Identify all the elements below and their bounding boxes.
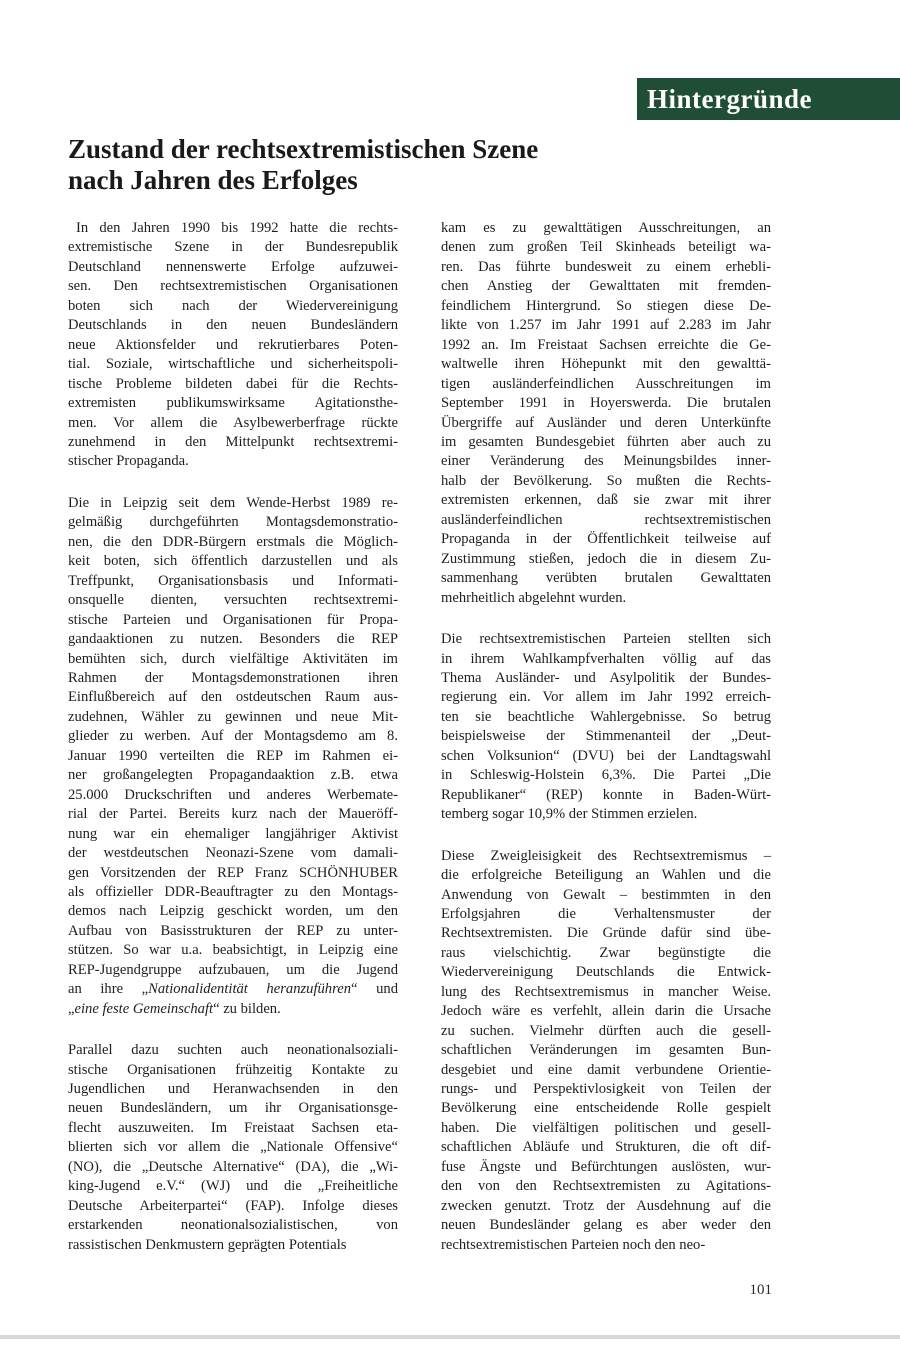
emphasized-quote: Nationalidentität heranzuführen [148,981,352,998]
text-line: glieder zu werben. Auf der Montagsdemo am 8. [68,728,398,745]
text-line: 1992 an. Im Freistaat Sachsen erreichte die Ge- [441,336,771,353]
text-line: zu suchen. Vielmehr dürften auch die gesell- [441,1022,771,1039]
text-line: fuse Ängste und Befürchtungen auslösten, wur- [441,1158,771,1175]
text-line: Deutsche Arbeiterpartei“ (FAP). Infolge dieses [68,1197,398,1214]
text-line: der westdeutschen Neonazi-Szene vom damali- [68,845,398,862]
text-line: tial. Soziale, wirtschaftliche und sicherheitspoli- [68,356,398,373]
paragraph [68,1041,398,1255]
text-line: zudehnen, Wähler zu gewinnen und neue Mit- [68,708,398,725]
text-line: tische Probleme bildeten dabei für die Rechts- [68,375,398,392]
text-line: waltwelle ihren Höhepunkt mit den gewalttä- [441,356,771,373]
text-line: September 1991 in Hoyerswerda. Die brutalen [441,395,771,412]
text-line: Thema Ausländer- und Asylpolitik der Bundes- [441,669,771,686]
text-line: Republikaner“ (REP) konnte in Baden-Würt- [441,786,771,803]
text-line: neue Aktionsfelder und rekrutierbares Poten- [68,336,398,353]
text-line: boten sich nach der Wiedervereinigung [68,297,398,314]
text-fragment: an ihre „ [68,981,149,998]
text-line: ten sie beachtliche Wahlergebnisse. So betrug [441,708,771,725]
text-line: Übergriffe auf Ausländer und deren Unterkünfte [441,414,771,431]
text-line: men. Vor allem die Asylbewerberfrage rückte [68,414,398,431]
title-line-1: Zustand der rechtsextremistischen Szene [68,134,539,164]
text-line: zunehmend in den Mittelpunkt rechtsextremi- [68,433,398,450]
text-line: zwecken genutzt. Trotz der Ausdehnung auf die [441,1197,771,1214]
text-line: Erfolgsjahren die Verhaltensmuster der [441,905,771,922]
text-line: extremisten erkennen, daß sie zwar mit ihrer [441,492,771,509]
text-line: flecht auszuweiten. Im Freistaat Sachsen eta- [68,1119,398,1136]
text-line: mehrheitlich abgelehnt wurden. [441,589,627,606]
text-line [68,980,398,999]
text-line: Rahmen der Montagsdemonstrationen ihren [68,669,398,686]
text-line: den von den Rechtsextremisten zu Agitations- [441,1178,771,1195]
bottom-rule [0,1335,900,1339]
text-line: ren. Das führte bundesweit zu einem erhebli- [441,258,771,275]
text-line: Die rechtsextremistischen Parteien stellten sich [441,631,771,648]
text-line: demos nach Leipzig geschickt worden, um den [68,903,398,920]
text-line: desgebiet und eine damit verbundene Orientie- [441,1061,771,1078]
text-line: Bevölkerung eine entscheidende Rolle gespielt [441,1100,771,1117]
text-line: gelmäßig durchgeführten Montagsdemonstratio- [68,514,398,531]
text-line: blierten sich vor allem die „Nationale Offensive“ [68,1139,398,1156]
text-line: regierung ein. Vor allem im Jahr 1992 erreich- [441,689,771,706]
text-line: einer Veränderung des Meinungsbildes inner- [441,453,771,470]
text-line: stützen. So war u.a. beabsichtigt, in Leipzig eine [68,942,398,959]
text-line [68,1000,398,1019]
text-line: Treffpunkt, Organisationsbasis und Informati- [68,572,398,589]
text-line: Die in Leipzig seit dem Wende-Herbst 1989 re- [68,494,398,511]
article-title [68,134,588,196]
text-line: die erfolgreiche Beteiligung an Wahlen und die [441,867,771,884]
text-line: schen Volksunion“ (DVU) bei der Landtagswahl [441,747,771,764]
text-line: ner großangelegten Propagandaaktion z.B. etwa [68,767,398,784]
text-line: Aufbau von Basisstrukturen der REP zu unter- [68,922,398,939]
emphasized-quote: eine feste Gemeinschaft [74,1000,214,1017]
text-line: in Schleswig-Holstein 6,3%. Die Partei „Die [441,767,771,784]
text-line: nen, die den DDR-Bürgern erstmals die Möglich- [68,533,398,550]
text-line: keit boten, sich öffentlich darzustellen und als [68,553,398,570]
text-line: Anwendung von Gewalt – bestimmten in den [441,886,771,903]
text-line: Deutschland nennenswerte Erfolge aufzuwei- [68,258,398,275]
text-line: Zustimmung stießen, jedoch die in diesem Zu- [441,550,771,567]
text-line: neuen Bundesländern, um ihr Organisationsge- [68,1100,398,1117]
text-line: In den Jahren 1990 bis 1992 hatte die rechts- [76,220,398,236]
left-column [68,219,398,1277]
right-column [441,219,771,1277]
text-line: gandaaktionen zu nutzen. Besonders die REP [68,631,398,648]
text-line: kam es zu gewalttätigen Ausschreitungen, an [441,220,771,236]
text-line: bemühten sich, durch vielfältige Aktivitäten im [68,650,398,667]
text-line: erstarkenden neonationalsozialistischen, von [68,1217,398,1234]
text-line: denen zum großen Teil Skinheads beteiligt wa- [441,239,771,256]
text-line: neuen Bundesländer gelang es aber weder den [441,1217,771,1234]
paragraph [68,494,398,1019]
text-line: rungs- und Perspektivlosigkeit von Teilen der [441,1081,771,1098]
text-line: temberg sogar 10,9% der Stimmen erzielen. [441,806,698,823]
text-line: (NO), die „Deutsche Alternative“ (DA), die „Wi- [68,1158,398,1175]
text-line: beispielsweise der Stimmenanteil der „Deut- [441,728,771,745]
text-line: Rechtsextremisten. Die Gründe dafür sind übe- [441,925,771,942]
paragraph [68,219,398,472]
text-line: schaftlichen Veränderungen im gesamten Bun- [441,1042,771,1059]
text-line: Januar 1990 verteilten die REP im Rahmen ei- [68,747,398,764]
paragraph [441,630,771,825]
text-line: king-Jugend e.V.“ (WJ) und die „Freiheitliche [68,1178,398,1195]
text-line: 25.000 Druckschriften und anderes Werbemate- [68,786,398,803]
text-line: rechtsextremistischen Parteien noch den neo- [441,1236,706,1253]
text-line: Diese Zweigleisigkeit des Rechtsextremismus – [441,847,771,864]
text-line: rial der Partei. Bereits kurz nach der Maueröff- [68,806,398,823]
paragraph [441,219,771,608]
text-line: gen Vorsitzenden der REP Franz SCHÖNHUBER [68,864,398,881]
text-line: extremistische Szene in der Bundesrepublik [68,239,398,256]
text-line: extremisten publikumswirksame Agitationsthe- [68,395,398,412]
text-line: onsquelle dienten, versuchten rechtsextremi- [68,592,398,609]
title-line-2: nach Jahren des Erfolges [68,165,358,195]
text-line: sen. Den rechtsextremistischen Organisationen [68,278,398,295]
text-line: sammenhang verübten brutalen Gewalttaten [441,570,771,587]
text-line: im gesamten Bundesgebiet führten aber auch zu [441,433,771,450]
text-line: ausländerfeindlichen rechtsextremistischen [441,511,771,528]
text-line: Jedoch wäre es verfehlt, allein darin die Ursache [441,1003,771,1020]
text-line: raus vielschichtig. Zwar begünstigte die [441,944,771,961]
text-line: stische Parteien und Organisationen für Propa- [68,611,398,628]
text-line: feindlichem Hintergrund. So stiegen diese De- [441,297,771,314]
text-line: nung war ein ehemaliger langjähriger Aktivist [68,825,398,842]
text-fragment: „ [68,1000,75,1017]
text-line: Deutschlands in den neuen Bundesländern [68,317,398,334]
text-line: Propaganda in der Öffentlichkeit teilweise auf [441,531,771,548]
text-line: Einflußbereich auf den ostdeutschen Raum aus- [68,689,398,706]
text-line: REP-Jugendgruppe aufzubauen, um die Jugend [68,961,398,978]
text-line: haben. Die vielfältigen politischen und gesell- [441,1119,771,1136]
section-tag: Hintergründe [637,78,900,120]
paragraph [441,847,771,1256]
text-line: Jugendlichen und Heranwachsenden in den [68,1081,398,1098]
text-line: rassistischen Denkmustern geprägten Potentials [68,1236,347,1253]
text-line: lung des Rechtsextremismus in mancher Weise. [441,983,771,1000]
text-line: schaftlichen Abläufe und Strukturen, die oft dif- [441,1139,771,1156]
text-line: als offizieller DDR-Beauftragter zu den Montags- [68,883,398,900]
text-line: stischer Propaganda. [68,453,189,470]
text-line: in ihrem Wahlkampfverhalten völlig auf das [441,650,771,667]
text-line: tigen ausländerfeindlichen Ausschreitungen im [441,375,771,392]
page-number: 101 [749,1282,772,1298]
text-line: stische Organisationen frühzeitig Kontakte zu [68,1061,398,1078]
text-line: Parallel dazu suchten auch neonationalsoziali- [68,1042,398,1059]
text-line: Wiedervereinigung Deutschlands die Entwick- [441,964,771,981]
text-line: likte von 1.257 im Jahr 1991 auf 2.283 im Jahr [441,317,771,334]
text-line: halb der Bevölkerung. So mußten die Rechts- [441,472,771,489]
text-line: chen Anstieg der Gewalttaten mit fremden- [441,278,771,295]
text-fragment: “ und [351,981,398,998]
text-fragment: “ zu bilden. [213,1000,281,1017]
